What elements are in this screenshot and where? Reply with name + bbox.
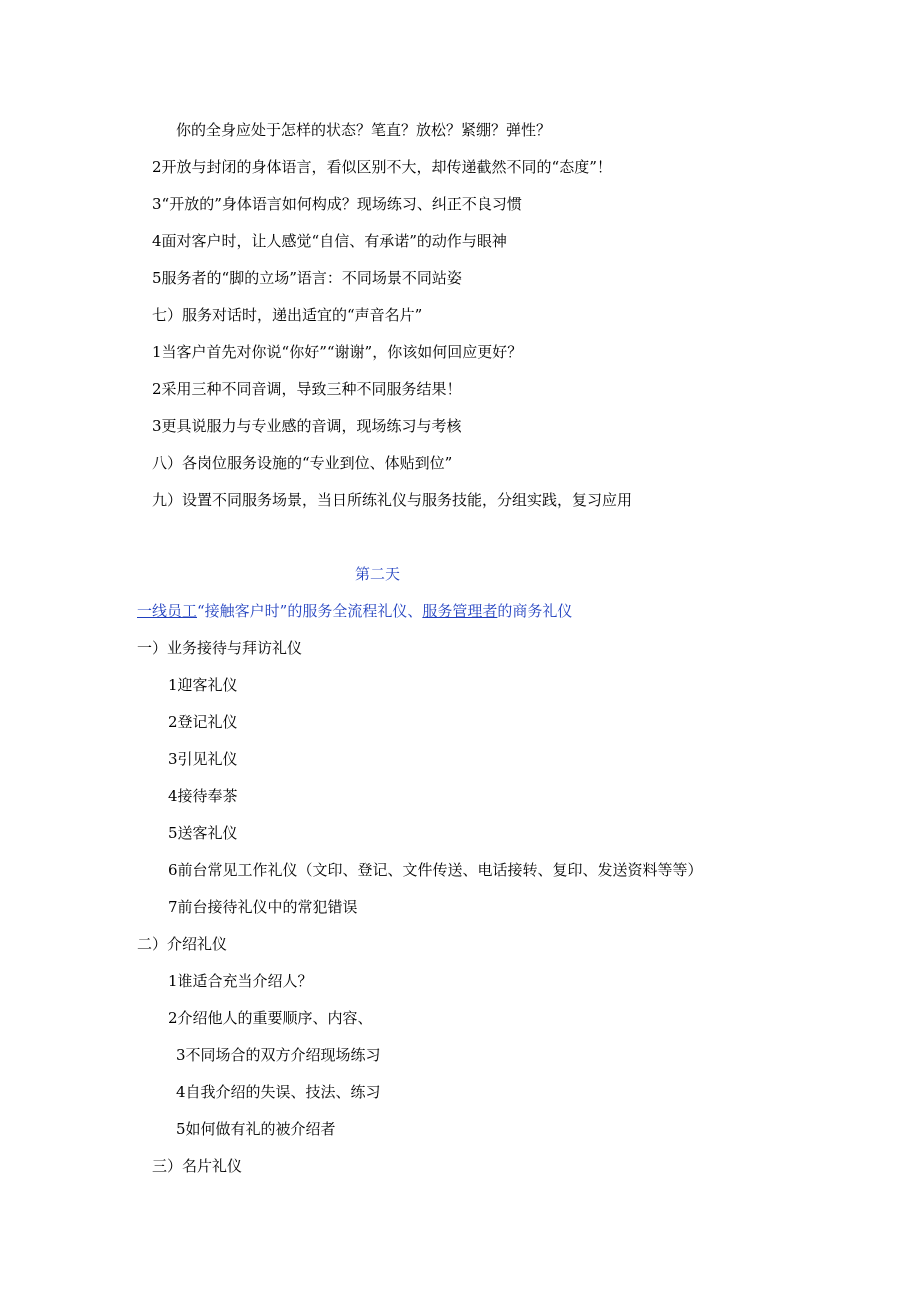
day-two-subtitle: [137, 601, 572, 621]
list-item: 4自我介绍的失误、技法、练习: [176, 1083, 381, 1101]
list-item: 2采用三种不同音调，导致三种不同服务结果！: [152, 380, 462, 398]
list-item: 2登记礼仪: [168, 713, 238, 731]
list-item: 2介绍他人的重要顺序、内容、: [168, 1009, 373, 1027]
list-item: 1迎客礼仪: [168, 676, 238, 694]
list-item: 4接待奉茶: [168, 787, 238, 805]
list-item: 2开放与封闭的身体语言，看似区别不大，却传递截然不同的“态度”！: [152, 158, 612, 176]
list-item: 1谁适合充当介绍人？: [168, 972, 313, 990]
section-heading-two: 二）介绍礼仪: [137, 935, 228, 953]
list-item: 5服务者的“脚的立场”语言：不同场景不同站姿: [152, 269, 462, 287]
section-heading-one: 一）业务接待与拜访礼仪: [137, 639, 303, 657]
list-item: 6前台常见工作礼仪（文印、登记、文件传送、电话接转、复印、发送资料等等）: [168, 861, 703, 879]
subtitle-middle-text: “接触客户时”的服务全流程礼仪、: [197, 602, 423, 620]
list-item: 5送客礼仪: [168, 824, 238, 842]
list-item: 1当客户首先对你说“你好”“谢谢”，你该如何回应更好？: [152, 343, 523, 361]
body-state-question: 你的全身应处于怎样的状态？笔直？放松？紧绷？弹性？: [176, 121, 552, 139]
list-item: 5如何做有礼的被介绍者: [176, 1120, 336, 1138]
list-item: 3不同场合的双方介绍现场练习: [176, 1046, 381, 1064]
section-heading-seven: 七）服务对话时，递出适宜的“声音名片”: [152, 306, 423, 324]
section-heading-eight: 八）各岗位服务设施的“专业到位、体贴到位”: [152, 454, 453, 472]
list-item: 7前台接待礼仪中的常犯错误: [168, 898, 358, 916]
frontline-staff-link[interactable]: 一线员工: [137, 602, 198, 620]
list-item: 3引见礼仪: [168, 750, 238, 768]
list-item: 3更具说服力与专业感的音调，现场练习与考核: [152, 417, 462, 435]
list-item: 3“开放的”身体语言如何构成？现场练习、纠正不良习惯: [152, 195, 522, 213]
service-manager-link[interactable]: 服务管理者: [422, 602, 498, 620]
section-heading-three: 三）名片礼仪: [152, 1157, 243, 1175]
subtitle-end-text: 的商务礼仪: [497, 602, 573, 620]
list-item: 4面对客户时，让人感觉“自信、有承诺”的动作与眼神: [152, 232, 507, 250]
section-heading-nine: 九）设置不同服务场景，当日所练礼仪与服务技能，分组实践，复习应用: [152, 491, 633, 509]
day-two-title: 第二天: [355, 565, 401, 583]
